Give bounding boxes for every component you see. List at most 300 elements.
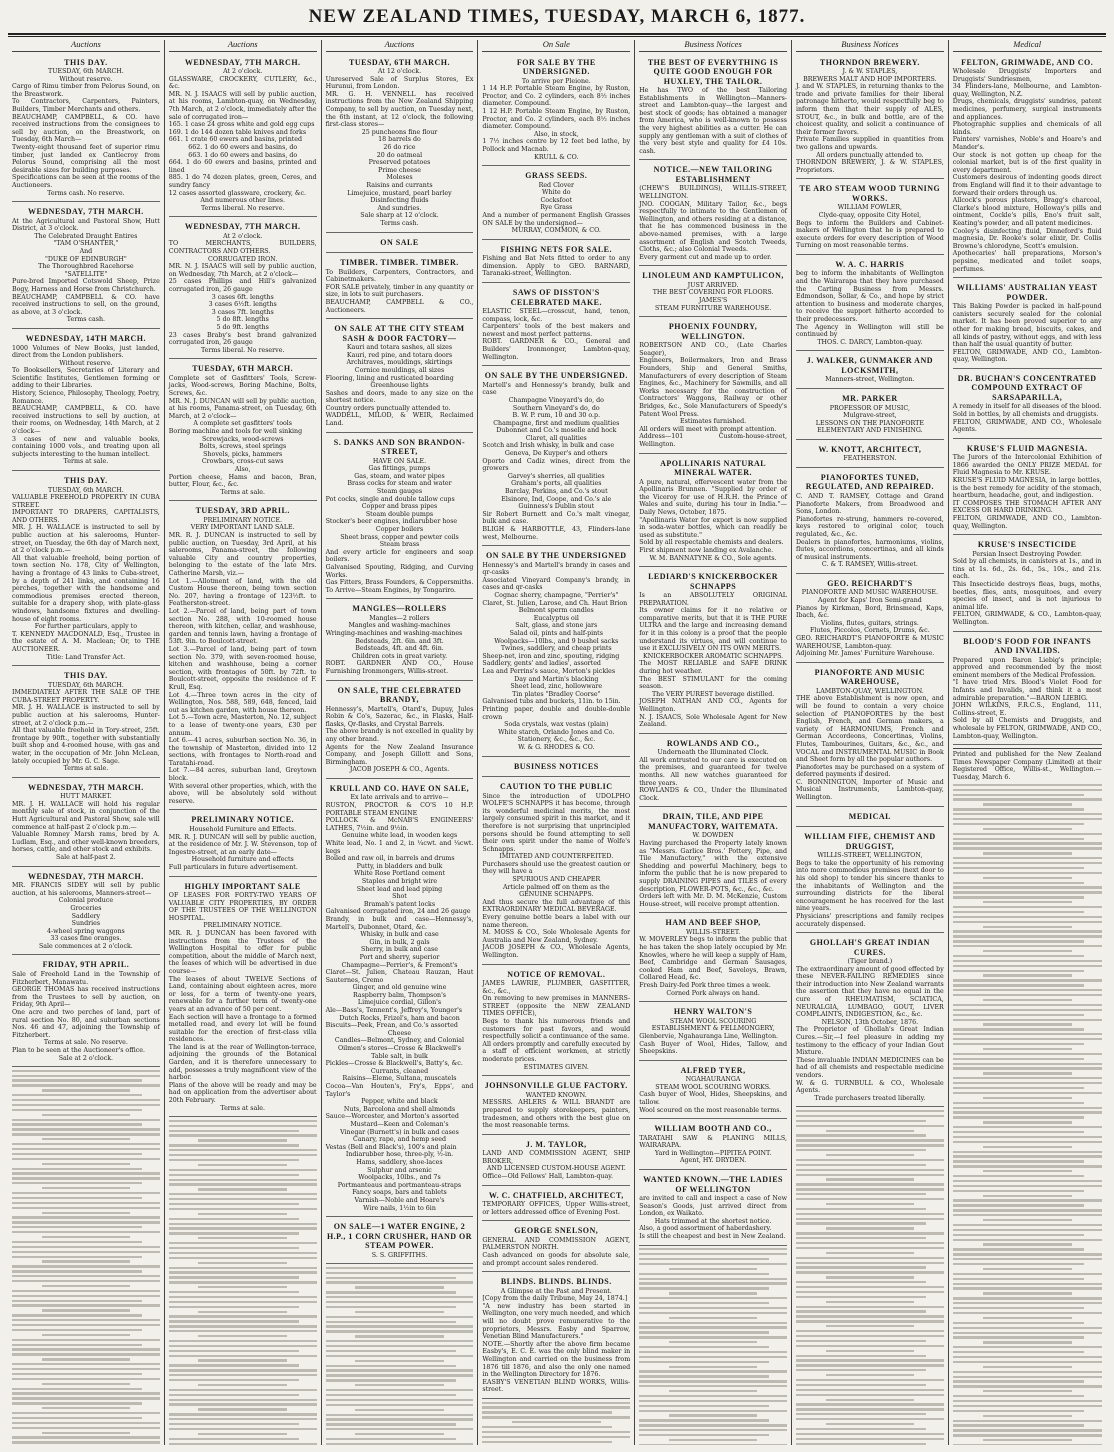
text-line-placeholder: [42, 1383, 131, 1385]
text-line-placeholder: [983, 1366, 1072, 1368]
text-line-placeholder: [169, 1399, 317, 1401]
text-line-placeholder: [12, 1182, 142, 1184]
advertisement-heading: WANTED KNOWN.—THE LADIES OF WELLINGTON: [643, 1175, 783, 1194]
text-line-placeholder: [953, 838, 1084, 840]
advertisement-line: Port and sherry, superior: [359, 953, 440, 961]
text-line-placeholder: [169, 1403, 317, 1405]
text-line-placeholder: [796, 1330, 944, 1332]
text-line-placeholder: [826, 1203, 915, 1205]
advertisement: [953, 441, 1102, 535]
text-line-placeholder: [198, 1262, 287, 1264]
advertisement-line: Terms at sale.: [63, 458, 109, 466]
advertisement-line: Lot 3.—Parcel of land, being part of town section No. 379, with seven-roomed house, kitchen and washhouse, being a corner section, with frontages of 50ft. by 72ft. to Boulcott-street, opposite the residence of F. Krull, Esq.: [168, 645, 317, 691]
text-line-placeholder: [796, 1237, 926, 1239]
text-line-placeholder: [12, 1392, 160, 1394]
text-line-placeholder: [326, 1350, 456, 1352]
advertisement-line: All that valuable freehold, being portion of town section No. 178, City of Wellington, having a frontage of 43 links to Cuba-street, by a depth of 241 links, and containing 16 perches, together with the handsome and commodious premises erected thereon, suitable for a drapery shop, with plate-glass windows, handsome fixtures and dwelling-house of eight rooms.: [12, 554, 160, 623]
text-line-placeholder: [42, 1236, 131, 1238]
advertisement-line: MR. FRANCIS SIDEY will sell by public auction, at his salerooms, Manners-street—: [12, 882, 160, 897]
text-line-placeholder: [953, 896, 1084, 898]
advertisement-line: To arrive per Pleione.: [521, 77, 591, 85]
advertisement-line: The BEST STIMULANT for the coming season.: [639, 675, 787, 691]
advertisement-line: MR. R. J. DUNCAN is instructed to sell by public auction, on Tuesday, 3rd April, at his salerooms, Panama-street, the following valuable City and country properties, belonging to the estate of the late Mrs. Catherine Marsh, viz.—: [168, 532, 317, 578]
text-line-placeholder: [953, 847, 1102, 849]
text-line-placeholder: [12, 1422, 160, 1424]
advertisement-line: This Baking Powder is packed in half-pound canisters securely sealed for the colonial market. It has been proved superior to any other for making bread, biscuits, cakes, and all kinds of pastry, without eggs, and with less than half the usual quantity of butter.: [952, 303, 1102, 349]
advertisement-heading: SAWS OF DISSTON'S CELEBRATED MAKE.: [510, 288, 602, 307]
text-line-placeholder: [639, 1282, 787, 1284]
advertisement-line: "TAM O'SHANTER,": [53, 240, 119, 248]
text-line-placeholder: [826, 1154, 915, 1156]
advertisement-line: PRELIMINARY NOTICE.: [203, 922, 283, 930]
advertisement-line: 26 do rice: [383, 144, 416, 152]
advertisement-line: Glenbervie, Ngahauranga Line, Wellington.: [639, 1032, 779, 1040]
text-line-placeholder: [953, 882, 1084, 884]
advertisement-heading: BLINDS. BLINDS. BLINDS.: [500, 1277, 612, 1287]
text-line-placeholder: [953, 1160, 1084, 1162]
text-line-placeholder: [796, 1193, 926, 1195]
text-line-placeholder: [198, 1384, 287, 1386]
advertisement-line: Mangles—2 rollers: [369, 614, 430, 622]
advertisement-line: Without reserve.: [59, 75, 113, 83]
advertisement-line: To Builders, Carpenters, Contractors, and Cabinetmakers.: [325, 268, 474, 284]
column-text-fill: [639, 1248, 787, 1445]
advertisement-line: 3 cases 7ft. lengths: [211, 308, 274, 316]
advertisement: [12, 869, 160, 956]
advertisement: [326, 321, 474, 433]
advertisement-line: Scotch and Irish whisky, in bulk and case: [482, 442, 615, 450]
text-line-placeholder: [12, 1221, 160, 1223]
text-line-placeholder: [326, 1365, 456, 1367]
text-line-placeholder: [953, 886, 1102, 888]
advertisement-heading: FOR SALE BY THE UNDERSIGNED.: [516, 57, 596, 77]
text-line-placeholder: [12, 1373, 142, 1375]
text-line-placeholder: [326, 1418, 474, 1420]
text-line-placeholder: [355, 1433, 444, 1435]
text-line-placeholder: [169, 1154, 317, 1156]
advertisement-line: "Apollinaris Water for export is now supplied in soda-water bottles, which can readily be used as substitute.": [639, 516, 787, 539]
advertisement-heading: ON SALE, THE CELEBRATED BRANDY,: [337, 685, 462, 705]
advertisement-heading: KRUSE'S FLUID MAGNESIA.: [966, 443, 1088, 453]
advertisement-line: AND LICENSED CUSTOM-HOUSE AGENT.: [486, 1165, 626, 1173]
text-line-placeholder: [669, 1439, 758, 1441]
text-line-placeholder: [953, 1253, 1102, 1255]
advertisement-line: These invaluable INDIAN MEDICINES can be had of all chemists and respectable medicine vendors.: [795, 1056, 944, 1079]
advertisement-line: Hams, saddlery, shoe-laces: [356, 1158, 443, 1166]
advertisement-line: 169. 1 do 144 dozen table knives and forks: [168, 128, 307, 136]
text-line-placeholder: [796, 1247, 944, 1249]
advertisement: [326, 435, 474, 600]
text-line-placeholder: [169, 1159, 299, 1161]
advertisement-line: Geneva, De Kuyper's and others: [504, 450, 608, 458]
advertisement-line: All orders punctually attended to.: [816, 151, 924, 159]
advertisement-line: Engineers, Boilermakers, Iron and Brass Founders, Ship and General Smiths, Manufacturers of every description of Steam Engines, &c., Machinery for Sawmills, and all Works necessary for the construction of Contractors' Waggons, Railway or other Bridges, &c., Sole Manufacturers of Speedy's Patent Wool Press.: [639, 357, 787, 418]
advertisement-line: Woolpacks, 10lbs., and 7s: [358, 1174, 441, 1182]
advertisement-line: Drugs, chemicals, druggists' sundries, patent medicines, perfumery, surgical instruments and appliances.: [952, 98, 1102, 121]
advertisement-line: Flooring, lining and rusticated boarding: [325, 374, 454, 382]
advertisement-line: Oporto and Cadiz wines, direct from the growers: [482, 457, 631, 473]
advertisement-line: At 2 o'clock.: [223, 232, 263, 240]
advertisement-line: 5 do 8ft. lengths: [216, 316, 269, 324]
text-line-placeholder: [169, 1267, 317, 1269]
text-line-placeholder: [169, 1120, 317, 1122]
text-line-placeholder: [169, 1247, 299, 1249]
text-line-placeholder: [169, 1198, 317, 1200]
advertisement-line: White do: [541, 189, 571, 197]
advertisement-heading: BUSINESS NOTICES: [513, 761, 599, 771]
text-line-placeholder: [983, 1146, 1072, 1148]
text-line-placeholder: [482, 1441, 612, 1443]
text-line-placeholder: [326, 1281, 474, 1283]
text-line-placeholder: [796, 1222, 926, 1224]
text-line-placeholder: [983, 877, 1072, 879]
advertisement-line: ROBT. GARDNER & CO., General and Builders' Ironmonger, Lambton-quay, Wellington.: [482, 338, 631, 361]
advertisement-heading: W. A. C. HARRIS: [835, 259, 905, 269]
text-line-placeholder: [12, 1412, 160, 1414]
advertisement-line: ROBT. GARDNER AND CO., House Furnishing Ironmongers, Willis-street.: [325, 660, 474, 675]
advertisement: [953, 634, 1102, 746]
text-line-placeholder: [326, 1374, 474, 1376]
text-line-placeholder: [796, 1379, 944, 1381]
advertisement-line: MURRAY, COMMON, & CO.: [511, 227, 601, 235]
advertisement-line: Agents for the New Zealand Insurance Company, and Joseph Gillott and Sons, Birmingham.: [325, 743, 474, 766]
advertisement-line: 33 cases fine oranges.: [50, 935, 122, 943]
advertisement-line: KNICKERBOCKER AROMATIC SCHNAPPS.: [642, 652, 784, 660]
advertisement: [796, 181, 944, 255]
advertisement-line: Portion cheese, Hams and bacon, Bran, butter, Flour, &c., &c.: [168, 473, 317, 489]
advertisement-line: W. & G. TURNBULL & CO., Wholesale Agents.: [795, 1079, 944, 1095]
text-line-placeholder: [826, 1399, 915, 1401]
advertisement-line: Lot 2.—Parcel of land, being part of town section No. 288, with 10-roomed house thereon, with kitchen, cellar, and washhouse, garden and tennis lawn, having a frontage of 53ft. 9in. to Boulcott-street.: [168, 608, 317, 646]
advertisement-line: MR. J. H. WALLACE is instructed to sell by public auction at his salerooms, Hunter-street, on Tuesday, the 6th day of March next, at 2 o'clock p.m.—: [12, 524, 160, 555]
text-line-placeholder: [953, 1258, 1102, 1260]
advertisement-line: The leases of about TWELVE Sections of Land, containing about eighteen acres, more or less, for a term of twenty-one years, renewable for a further term of twenty-one years at an advance of 50 per cent.: [168, 975, 317, 1013]
text-line-placeholder: [953, 1190, 1084, 1192]
advertisement-line: Wool scoured on the most reasonable terms.: [639, 1106, 782, 1114]
advertisement-line: Sashes and doors, made to any size on the shortest notice.: [325, 389, 474, 405]
advertisement-line: The Proprietor of Ghollah's Great Indian Cures.—Sir,—I feel pleasure in adding my testimony to the efficacy of your Indian Gout Mixture.: [795, 1026, 944, 1057]
advertisement-heading: THIS DAY.: [64, 476, 108, 485]
advertisement-line: A Glimpse at the Past and Present.: [500, 1287, 612, 1295]
advertisement-line: MR. G. H. VENNELL has received instructions from the New Zealand Shipping Company, to sell by auction, on Tuesday next, the 6th instant, at 12 o'clock, the following first-class stores—: [325, 90, 474, 129]
advertisement-line: WILLIAM FOWLER,: [837, 204, 903, 212]
advertisement-line: Twenty-eight thousand feet of superior rimu timber, just landed ex Cantlecroy from Pelorus Sound, comprising all the most desirable sizes for building purposes.: [12, 144, 160, 174]
advertisement-line: Brass cocks for steam and water: [347, 480, 452, 488]
advertisement-line: TUESDAY, 6th MARCH.: [48, 486, 124, 494]
advertisement-line: Every genuine bottle bears a label with our name thereon.: [482, 914, 631, 929]
advertisement-line: Prime cheese: [378, 166, 421, 174]
text-line-placeholder: [953, 1063, 1102, 1065]
text-line-placeholder: [953, 794, 1084, 796]
text-line-placeholder: [12, 1226, 142, 1228]
advertisement: [796, 257, 944, 351]
column-grid: [8, 40, 1106, 1445]
text-line-placeholder: [953, 1077, 1102, 1079]
advertisement-line: Trade purchasers treated liberally.: [814, 1094, 926, 1102]
text-line-placeholder: [953, 1380, 1084, 1382]
advertisement-line: Crowbars, cross-cut saws: [201, 458, 284, 466]
text-line-placeholder: [326, 1399, 474, 1401]
advertisement-line: Cash buyer of Wool, Hides, Sheepskins, and tallow.: [639, 1091, 787, 1106]
advertisement-line: Terms at sale.: [63, 765, 109, 773]
text-line-placeholder: [826, 1130, 915, 1132]
advertisement-line: CORRUGATED IRON.: [208, 255, 278, 263]
text-line-placeholder: [639, 1312, 787, 1314]
advertisement-line: And sundries.: [377, 204, 422, 212]
advertisement-line: Claret—St. Julien, Chateau Rauzan, Haut Sauternes, Cremo: [325, 969, 474, 984]
text-line-placeholder: [953, 1053, 1102, 1055]
advertisement-line: 1 14 H.P. Portable Steam Engine, by Ruston, Proctor, and Co. 2 cylinders, each 8½ inches diameter. Compound.: [482, 85, 631, 108]
advertisement: [953, 371, 1102, 439]
advertisement: [639, 736, 787, 808]
advertisement: [796, 935, 944, 1107]
text-line-placeholder: [953, 1199, 1102, 1201]
advertisement-line: First shipment now landing ex Avalanche.: [639, 546, 774, 554]
text-line-placeholder: [12, 1344, 142, 1346]
text-line-placeholder: [639, 1419, 769, 1421]
advertisement-heading: WILLIAM BOOTH AND CO.,: [654, 1124, 772, 1134]
advertisement-line: EASBY'S VENETIAN BLIND WORKS, Willis-street.: [482, 1378, 631, 1394]
text-line-placeholder: [326, 1404, 474, 1406]
text-line-placeholder: [953, 1346, 1102, 1348]
column-4: [478, 40, 635, 1445]
advertisement-line: White starch, Orlando Jones and Co.: [498, 728, 615, 736]
advertisement-line: Colonial produce: [58, 897, 114, 905]
text-line-placeholder: [953, 1116, 1084, 1118]
advertisement-line: WILLIS-STREET, WELLINGTON,: [817, 852, 923, 860]
advertisement-line: JAMES LAWRIE, PLUMBER, GASFITTER, &c., &c.,: [482, 980, 631, 995]
text-line-placeholder: [826, 1178, 915, 1180]
advertisement-line: "A new industry has been started in Wellington, one very much needed, and which will no doubt prove remunerative to the proprietors, Messrs. Easby and Sparrow, Venetian Blind Manufacturers.": [482, 1302, 631, 1341]
advertisement-line: This Insecticide destroys fleas, bugs, moths, beetles, flies, ants, mosquitoes, and every species of insect, and is not injurious to animal life.: [952, 581, 1102, 611]
column-text-fill: [326, 1267, 474, 1445]
text-line-placeholder: [198, 1433, 287, 1435]
advertisement-line: Apothecaries' hall preparations, Morson's pepsine, medicated and toilet soaps, perfumes.: [952, 250, 1102, 273]
text-line-placeholder: [12, 1329, 142, 1331]
text-line-placeholder: [796, 1213, 944, 1215]
text-line-placeholder: [953, 1028, 1084, 1030]
text-line-placeholder: [796, 1266, 926, 1268]
text-line-placeholder: [953, 808, 1084, 810]
text-line-placeholder: [796, 1183, 944, 1185]
advertisement-line: Whisky, in bulk and case: [360, 931, 439, 939]
advertisement-heading: J. WALKER, GUNMAKER AND LOCKSMITH,: [806, 356, 933, 375]
text-line-placeholder: [796, 1169, 944, 1171]
advertisement: [12, 780, 160, 867]
advertisement-line: Terms at sale. No reserve.: [43, 1039, 128, 1047]
advertisement-heading: ALFRED TYER,: [680, 1065, 746, 1075]
advertisement-line: BEAUCHAMP, CAMPBELL, & CO. have received instructions from the consignees to sell by auction, on the Breastwork, on Tuesday, 6th March—: [12, 113, 160, 144]
advertisement: [796, 353, 944, 389]
advertisement-heading: GHOLLAH'S GREAT INDIAN CURES.: [809, 938, 930, 957]
advertisement-line: JOHN WILKINS, F.R.C.S., England, 111, Collins-street, E.: [952, 702, 1102, 717]
column-3: [322, 40, 479, 1445]
advertisement-line: Elsinore, Ind, Coope, and Co.'s ale: [501, 495, 612, 503]
text-line-placeholder: [983, 1023, 1072, 1025]
advertisement-line: Sale commences at 2 o'clock.: [38, 942, 133, 950]
advertisement: [169, 361, 317, 501]
advertisement-line: JACOB JOSEPH & CO., Wholesale Agents, Wellington.: [482, 944, 631, 959]
advertisement-line: 20 do oatmeal: [376, 151, 423, 159]
advertisement-line: FELTON, GRIMWADE, & CO., Lambton-quay, Wellington.: [952, 611, 1102, 627]
text-line-placeholder: [169, 1271, 317, 1273]
text-line-placeholder: [198, 1139, 287, 1141]
column-7: [949, 40, 1106, 1445]
advertisement-heading: FRIDAY, 9TH APRIL.: [42, 960, 130, 970]
advertisement-line: Terms at sale.: [220, 1104, 266, 1112]
advertisement-heading: WEDNESDAY, 7TH MARCH.: [28, 782, 144, 792]
column-text-fill: [169, 1120, 317, 1445]
text-line-placeholder: [169, 1330, 317, 1332]
advertisement-heading: ON SALE—1 WATER ENGINE, 2 H.P., 1 CORN CRUSHER, HAND OR STEAM POWER.: [326, 1222, 473, 1251]
advertisement-line: Terms cash. No reserve.: [47, 189, 125, 197]
advertisement-line: Lot 6.—41 acres, suburban section No. 36, in the township of Masterton, divided into 12 sections, with frontages to North-road and Taratahi-road.: [168, 737, 317, 767]
text-line-placeholder: [169, 1355, 317, 1357]
advertisement-line: Terms cash.: [66, 316, 106, 324]
text-line-placeholder: [12, 1177, 160, 1179]
advertisement: [482, 779, 630, 965]
text-line-placeholder: [953, 1410, 1084, 1412]
advertisement-line: Shot: [392, 893, 407, 901]
advertisement: [639, 319, 787, 453]
advertisement-heading: WEDNESDAY, 7TH MARCH.: [184, 57, 301, 67]
text-line-placeholder: [953, 1248, 1084, 1250]
text-line-placeholder: [198, 1164, 287, 1166]
advertisement-line: Candles—Belmont, Sydney, and Colonial: [334, 1037, 465, 1045]
text-line-placeholder: [169, 1394, 299, 1396]
advertisement-line: HAVE ON SALE.: [372, 457, 427, 465]
advertisement-line: LESSONS ON THE PIANOFORTE: [815, 419, 924, 427]
text-line-placeholder: [953, 1043, 1084, 1045]
advertisement-line: BLIGH & HARBOTTLE, 43, Flinders-lane west, Melbourne.: [482, 526, 631, 541]
advertisement-line: 1 12 H.P. Portable Steam Engine, by Ruston, Proctor, and Co. 2 cylinders, each 8½ inches diameter. Compound.: [482, 107, 631, 131]
advertisement-line: Brandy, in bulk and case—Hennessy's, Martell's, Dubonnet, Otard, &c.: [325, 915, 474, 931]
advertisement-line: MR. N. J. ISAACS will sell by public auction, at his rooms, Lambton-quay, on Wednesday, 7th March, at 2 o'clock, immediately after the sale of corrugated iron—: [168, 90, 317, 121]
advertisement-line: Kauri and totara sashes, all sizes: [346, 344, 453, 352]
text-line-placeholder: [953, 813, 1102, 815]
text-line-placeholder: [826, 1350, 915, 1352]
text-line-placeholder: [953, 1395, 1084, 1397]
advertisement-line: Gin, in bulk, 2 gals: [369, 938, 430, 946]
advertisement-line: C. AND T. RAMSEY, Cottage and Grand Pianoforte Makers, from Broadwood and Sons, London.: [795, 492, 944, 516]
advertisement-line: MESSRS. AHLERS & WILL BRANDT are prepared to supply storekeepers, painters, tradesmen, and others with the best glue on the most reasonable terms.: [482, 1099, 631, 1130]
advertisement-line: W. DOWDEN: [692, 832, 734, 840]
text-line-placeholder: [796, 1198, 944, 1200]
text-line-placeholder: [639, 1356, 787, 1358]
advertisement-line: FEATHERSTON.: [843, 455, 897, 463]
text-line-placeholder: [42, 1285, 131, 1287]
advertisement-line: Complete set of Gasfitters' Tools, Screw-jacks, Wood-screws, Boring Machine, Bolts, Screws, &c.: [168, 374, 317, 398]
advertisement-line: And: [79, 248, 93, 256]
advertisement-heading: ON SALE BY THE UNDERSIGNED.: [484, 371, 628, 381]
text-line-placeholder: [42, 1187, 131, 1189]
advertisement-heading: PRELIMINARY NOTICE.: [191, 815, 295, 825]
advertisement-line: Household furniture and effects: [191, 856, 294, 864]
text-line-placeholder: [12, 1153, 142, 1155]
advertisement-line: One acre and two perches of land, part of rural section No. 80, and suburban sections Nos. 46 and 47, adjoining the Township of Fitzherbert.: [12, 1008, 160, 1039]
text-line-placeholder: [482, 1436, 630, 1438]
advertisement: [639, 162, 787, 266]
text-line-placeholder: [953, 1224, 1102, 1226]
text-line-placeholder: [796, 1306, 944, 1308]
text-line-placeholder: [953, 1111, 1102, 1113]
advertisement: [482, 1223, 630, 1272]
text-line-placeholder: [12, 1075, 160, 1077]
text-line-placeholder: [169, 1179, 317, 1181]
advertisement-line: Sheet lead, zinc, hollowware: [510, 683, 603, 691]
text-line-placeholder: [796, 1144, 944, 1146]
column-5: [635, 40, 792, 1445]
advertisement-heading: PHOENIX FOUNDRY, WELLINGTON.: [668, 322, 758, 341]
advertisement-heading: BLOOD'S FOOD FOR INFANTS AND INVALIDS.: [963, 636, 1092, 656]
advertisement-line: The Agency in Wellington will still be continued by: [795, 323, 944, 339]
advertisement: [169, 219, 317, 359]
text-line-placeholder: [12, 1427, 160, 1429]
advertisement-line: Agent for Kaps' Iron Semi-grand: [817, 597, 922, 604]
advertisement-line: GENUINE SCHNAPPS.: [519, 891, 594, 899]
advertisement-line: JUST ARRIVED.: [687, 281, 739, 289]
text-line-placeholder: [826, 1301, 915, 1303]
text-line-placeholder: [953, 872, 1102, 874]
text-line-placeholder: [326, 1325, 474, 1327]
advertisement: [482, 967, 630, 1077]
text-line-placeholder: [482, 1406, 630, 1408]
text-line-placeholder: [326, 1316, 474, 1318]
advertisement-line: MR. N. J. DUNCAN will sell by public auction, at his rooms, Panama-street, on Tuesday, 6th March, at 2 o'clock—: [168, 397, 317, 420]
advertisement: [796, 391, 944, 440]
text-line-placeholder: [983, 1415, 1072, 1417]
advertisement-line: Pianofortes may be purchased on a system of deferred payments if desired.: [795, 763, 944, 779]
advertisement-line: Printing paper, double and double-double crown: [482, 705, 631, 721]
advertisement-line: Country orders punctually attended to.: [325, 404, 451, 412]
advertisement-line: Claret, all qualities: [525, 434, 587, 442]
advertisement-line: Mangles and washing-machines: [348, 622, 451, 630]
text-line-placeholder: [983, 1243, 1072, 1245]
advertisement-line: WANTED KNOWN.: [525, 1091, 587, 1099]
text-line-placeholder: [169, 1379, 299, 1381]
column-1: [8, 40, 165, 1445]
advertisement-line: 3 cases 6½ft. lengths: [208, 301, 277, 309]
advertisement-line: Pot cocks, single and double tallow cups: [325, 495, 455, 503]
advertisement-line: Limejuice, mustard, pearl barley: [347, 189, 452, 197]
text-line-placeholder: [355, 1384, 444, 1386]
advertisement-heading: WEDNESDAY, 7TH MARCH.: [184, 222, 301, 232]
text-line-placeholder: [796, 1369, 926, 1371]
advertisement-line: JAMES'S: [698, 297, 728, 305]
advertisement-line: Begs to thank his numerous friends and customers for past favors, and would respectfully solicit a continuance of the same.: [482, 1018, 631, 1041]
text-line-placeholder: [953, 1014, 1084, 1016]
advertisement-line: Graham's ports, all qualities: [511, 480, 602, 488]
advertisement-heading: CAUTION TO THE PUBLIC: [500, 782, 613, 792]
text-line-placeholder: [953, 862, 1102, 864]
text-line-placeholder: [169, 1149, 317, 1151]
advertisement: [639, 1063, 787, 1119]
advertisement-heading: TUESDAY, 6TH MARCH.: [349, 57, 450, 67]
text-line-placeholder: [796, 1428, 926, 1430]
advertisement-line: Stationery, &c., &c., &c.: [517, 736, 596, 744]
text-line-placeholder: [42, 1407, 131, 1409]
advertisement: [12, 331, 160, 471]
text-line-placeholder: [953, 1302, 1102, 1304]
advertisement-line: Lot 4.—Three town acres in the city of Wellington, Nos. 588, 589, 648, fenced, laid out as kitchen garden, with house thereon.: [168, 691, 317, 714]
text-line-placeholder: [169, 1218, 299, 1220]
text-line-placeholder: [953, 1009, 1102, 1011]
advertisement-line: GLASSWARE, CROCKERY, CUTLERY, &c., &c.: [168, 75, 317, 91]
text-line-placeholder: [826, 1374, 915, 1376]
advertisement-line: Rye Grass: [540, 204, 573, 212]
column-heading: Business Notices: [639, 40, 787, 52]
advertisement-line: Office—Old Fellows' Hall, Lambton-quay.: [482, 1172, 614, 1180]
